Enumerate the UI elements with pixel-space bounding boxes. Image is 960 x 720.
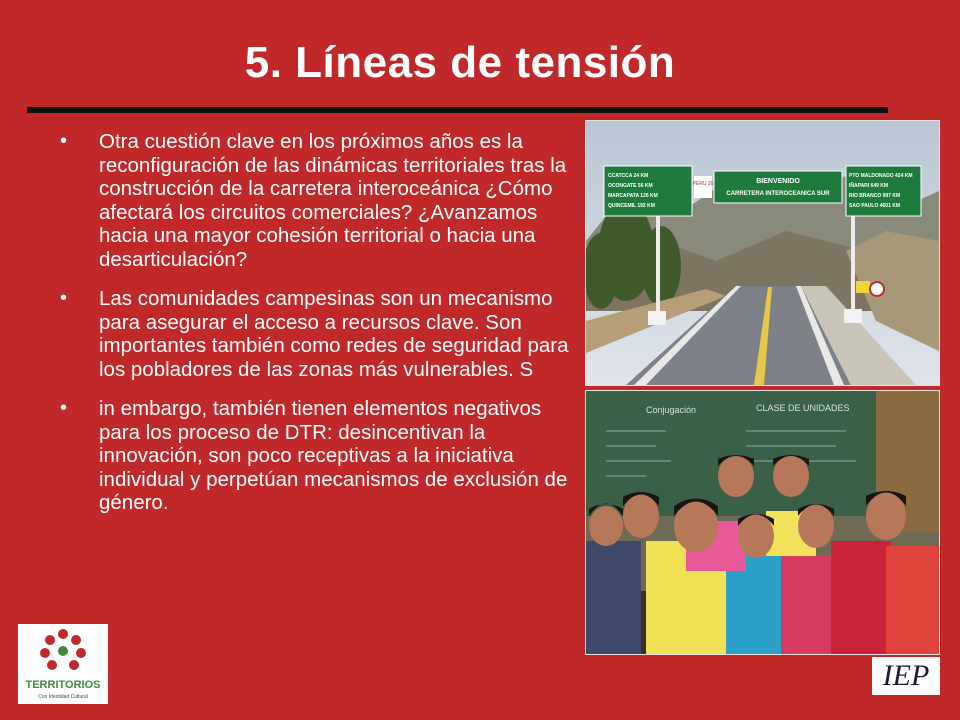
- road-photo-illustration: [586, 121, 939, 385]
- territorios-logo: [18, 624, 108, 704]
- bullet-text: in embargo, también tienen elementos negativos para los proceso de DTR: desincentivan la innovación, son poco receptivas a la iniciativa individual y perpetúan mecanismos de exclusión de género.: [99, 397, 568, 514]
- bullet-item: [60, 397, 570, 515]
- bullet-dot: •: [60, 287, 68, 309]
- territorios-logo-graphic: [18, 624, 108, 704]
- bullet-item: [60, 130, 570, 271]
- bullet-list: [60, 130, 570, 531]
- iep-logo-text: IEP: [882, 659, 930, 692]
- territorios-tagline: Con Identidad Cultural: [38, 694, 88, 700]
- sign-right-line: RIO BRANCO 997 KM: [849, 193, 901, 199]
- sign-left-line: MARCAPATA 126 KM: [608, 193, 658, 199]
- children-photo: [585, 390, 940, 655]
- title-underline: [27, 107, 888, 113]
- sign-left-line: QUINCEMIL 192 KM: [608, 203, 655, 209]
- blackboard-line: CLASE DE UNIDADES: [756, 403, 850, 413]
- bullet-dot: •: [60, 130, 68, 152]
- sign-right-line: IÑAPARI 649 KM: [849, 183, 889, 189]
- sign-center-line: BIENVENIDO: [756, 178, 800, 185]
- bullet-item: [60, 287, 570, 381]
- iep-logo: [872, 657, 940, 695]
- bullet-text: Otra cuestión clave en los próximos años es la reconfiguración de las dinámicas territoriales tras la construcción de la carretera interoceánica ¿Cómo afectará los circuitos comerciales? ¿Avanzamos hacia una mayor cohesión territorial o hacia una desarticulación?: [99, 130, 567, 271]
- sign-right-line: PTO MALDONADO 424 KM: [849, 173, 913, 179]
- bullet-text: Las comunidades campesinas son un mecanismo para asegurar el acceso a recursos clave. Son importantes también como redes de seguridad para los pobladores de las zonas más vulnerables. S: [99, 287, 569, 381]
- blackboard-line: Conjugación: [646, 405, 697, 415]
- bullet-dot: •: [60, 397, 68, 419]
- children-photo-illustration: [586, 391, 939, 654]
- territorios-name: TERRITORIOS: [25, 679, 101, 691]
- sign-center-line: CARRETERA INTEROCEANICA SUR: [726, 191, 830, 197]
- sign-right-line: SAO PAULO 4601 KM: [849, 203, 901, 209]
- shield-text: PERU 26: [692, 181, 714, 187]
- sign-left-line: OCONGATE 56 KM: [608, 183, 653, 189]
- road-photo: [585, 120, 940, 386]
- slide-title: 5. Líneas de tensión: [244, 38, 676, 87]
- sign-left-line: CCATCCA 24 KM: [608, 173, 649, 179]
